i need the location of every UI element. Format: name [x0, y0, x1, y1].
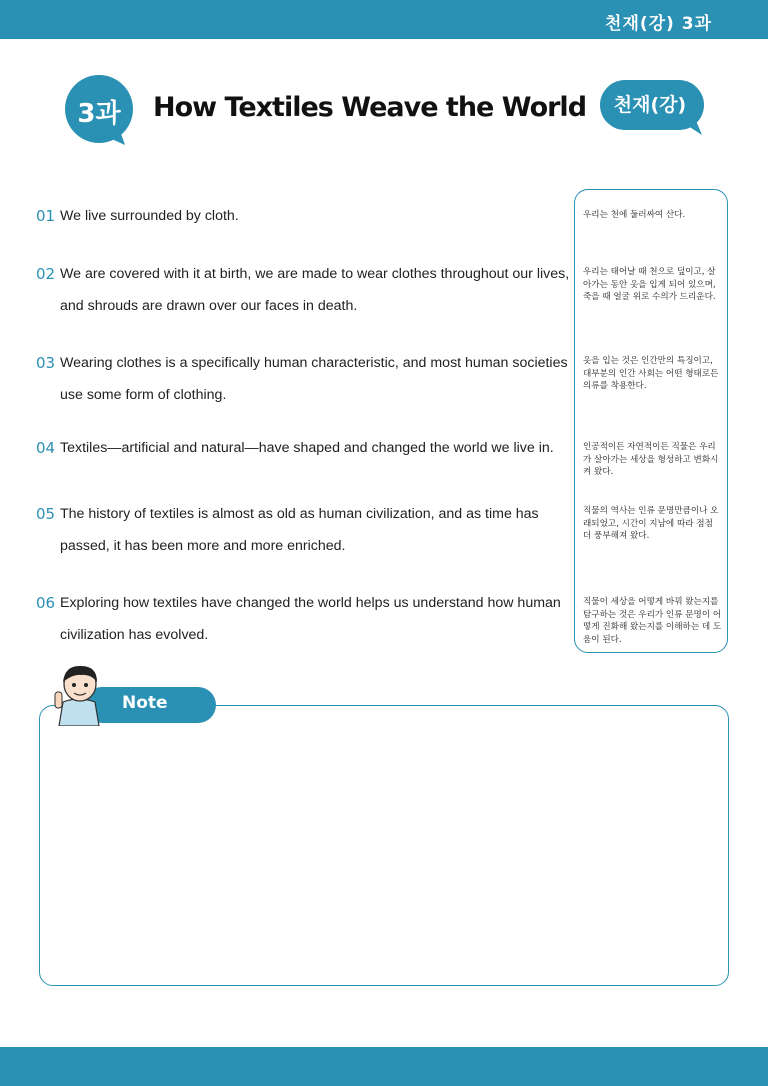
translation-text: 옷을 입는 것은 인간만의 특징이고, 대부분의 인간 사회는 어떤 형태로든 의류를 착용한다.	[583, 356, 719, 391]
translation-text: 직물의 역사는 인류 문명만큼이나 오래되었고, 시간이 지남에 따라 점점 더 풍부해져 왔다.	[583, 506, 719, 541]
translation-text: 직물이 세상을 어떻게 바꿔 왔는지를 탐구하는 것은 우리가 인류 문명이 어떻게 진화해 왔는지를 이해하는 데 도움이 된다.	[583, 597, 722, 645]
sentence-text: We are covered with it at birth, we are made to wear clothes throughout our lives, and shrouds are drawn over our faces in death.	[60, 266, 570, 314]
sentence-text: The history of textiles is almost as old as human civilization, and as time has passed, it has been more and more enriched.	[60, 506, 539, 554]
note-box[interactable]	[39, 705, 729, 986]
sentence-text: Textiles—artificial and natural—have shaped and changed the world we live in.	[60, 440, 554, 456]
sentence-number: 06	[36, 594, 56, 612]
sentence-number: 03	[36, 354, 56, 372]
translation-text: 우리는 태어날 때 천으로 덮이고, 살아가는 동안 옷을 입게 되어 있으며, 죽을 때 얼굴 위로 수의가 드리운다.	[583, 267, 716, 302]
sentence-number: 02	[36, 265, 56, 283]
header-label: 천재(강) 3과	[605, 14, 712, 34]
note-label: Note	[122, 693, 168, 713]
bottom-banner	[0, 1047, 768, 1086]
sentence-number: 05	[36, 505, 56, 523]
lesson-number: 3과	[77, 99, 121, 129]
sentence-text: Wearing clothes is a specifically human characteristic, and most human societies use some form of clothing.	[60, 355, 568, 403]
page-title: How Textiles Weave the World	[153, 92, 587, 123]
sentence-number: 01	[36, 207, 56, 225]
publisher-label: 천재(강)	[613, 94, 687, 116]
translation-text: 인공적이든 자연적이든 직물은 우리가 살아가는 세상을 형성하고 변화시켜 왔다.	[583, 442, 719, 477]
translation-text: 우리는 천에 둘러싸여 산다.	[583, 210, 686, 220]
translation-panel	[574, 189, 728, 653]
sentence-text: Exploring how textiles have changed the world helps us understand how human civilization has evolved.	[60, 595, 561, 643]
sentence-number: 04	[36, 439, 56, 457]
sentence-text: We live surrounded by cloth.	[60, 208, 239, 224]
mascot-illustration	[53, 662, 105, 726]
